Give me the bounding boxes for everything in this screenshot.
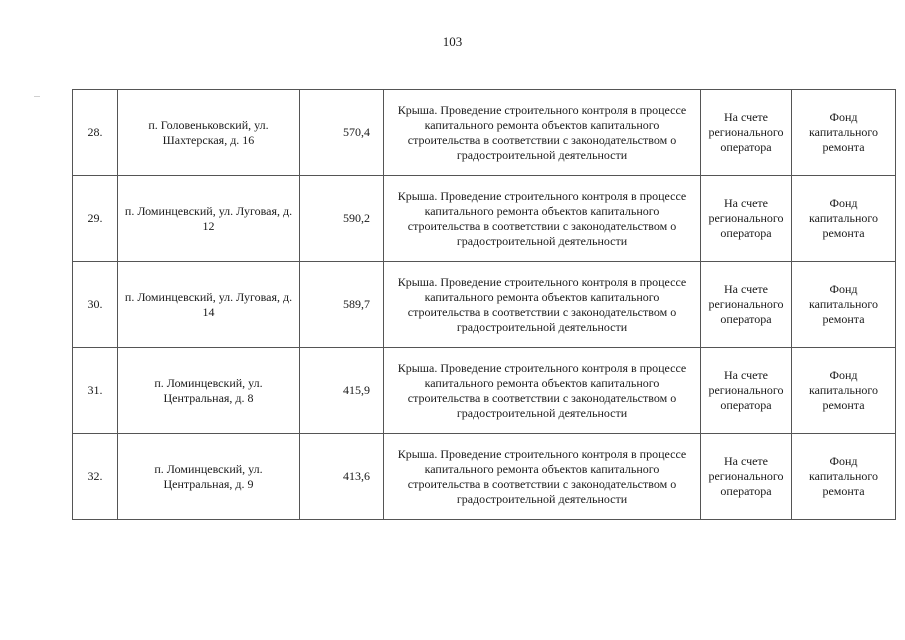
area-value: 589,7 (343, 297, 370, 311)
table-row (73, 434, 896, 520)
area-value: 590,2 (343, 211, 370, 225)
work-description-cell: Крыша. Проведение строительного контроля в процессе капитального ремонта объектов капитального строительства в соответствии с законодательством о градостроительной деятельности (384, 262, 701, 348)
funding-source-cell: Фонд капитального ремонта (792, 90, 896, 176)
table-row (73, 348, 896, 434)
row-number-cell: 29. (73, 176, 118, 262)
area-cell (300, 434, 384, 520)
page-number: 103 (442, 34, 463, 49)
table-row (73, 90, 896, 176)
table-row (73, 262, 896, 348)
area-cell (300, 176, 384, 262)
account-method-cell: На счете регионального оператора (701, 348, 792, 434)
area-value: 415,9 (343, 383, 370, 397)
area-value: 413,6 (343, 469, 370, 483)
work-description-cell: Крыша. Проведение строительного контроля в процессе капитального ремонта объектов капитального строительства в соответствии с законодательством о градостроительной деятельности (384, 176, 701, 262)
account-method-cell: На счете регионального оператора (701, 434, 792, 520)
row-number-cell: 30. (73, 262, 118, 348)
area-cell (300, 90, 384, 176)
address-cell: п. Ломинцевский, ул. Луговая, д. 12 (118, 176, 300, 262)
margin-mark (34, 96, 40, 97)
funding-source-cell: Фонд капитального ремонта (792, 348, 896, 434)
repair-schedule-table (72, 89, 896, 520)
work-description-cell: Крыша. Проведение строительного контроля в процессе капитального ремонта объектов капитального строительства в соответствии с законодательством о градостроительной деятельности (384, 348, 701, 434)
work-description-cell: Крыша. Проведение строительного контроля в процессе капитального ремонта объектов капитального строительства в соответствии с законодательством о градостроительной деятельности (384, 434, 701, 520)
area-cell (300, 348, 384, 434)
area-value: 570,4 (343, 125, 370, 139)
row-number-cell: 28. (73, 90, 118, 176)
address-cell: п. Головеньковский, ул. Шахтерская, д. 16 (118, 90, 300, 176)
funding-source-cell: Фонд капитального ремонта (792, 176, 896, 262)
address-cell: п. Ломинцевский, ул. Центральная, д. 9 (118, 434, 300, 520)
work-description-cell: Крыша. Проведение строительного контроля в процессе капитального ремонта объектов капитального строительства в соответствии с законодательством о градостроительной деятельности (384, 90, 701, 176)
address-cell: п. Ломинцевский, ул. Центральная, д. 8 (118, 348, 300, 434)
row-number-cell: 31. (73, 348, 118, 434)
account-method-cell: На счете регионального оператора (701, 90, 792, 176)
account-method-cell: На счете регионального оператора (701, 262, 792, 348)
table-row (73, 176, 896, 262)
funding-source-cell: Фонд капитального ремонта (792, 434, 896, 520)
address-cell: п. Ломинцевский, ул. Луговая, д. 14 (118, 262, 300, 348)
row-number-cell: 32. (73, 434, 118, 520)
account-method-cell: На счете регионального оператора (701, 176, 792, 262)
funding-source-cell: Фонд капитального ремонта (792, 262, 896, 348)
area-cell (300, 262, 384, 348)
